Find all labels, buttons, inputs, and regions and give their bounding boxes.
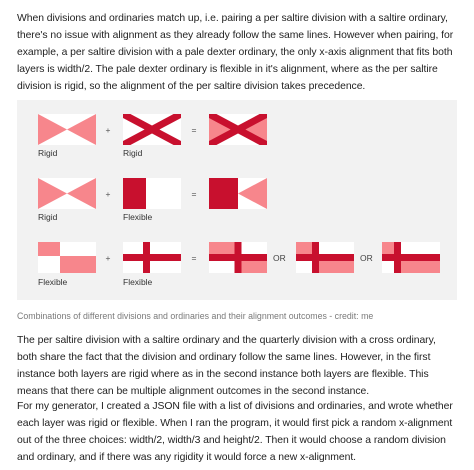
row1-division-label: Rigid — [38, 148, 58, 158]
row2-division-label: Rigid — [38, 212, 58, 222]
pale-dexter-result-flag — [209, 178, 267, 209]
plus-operator: + — [105, 253, 111, 263]
figure-caption: Combinations of different divisions and ordinaries and their alignment outcomes - credit: me — [17, 311, 374, 321]
equals-operator: = — [191, 189, 197, 199]
cross-result-flag-2 — [296, 242, 354, 273]
row3-division-label: Flexible — [38, 277, 68, 287]
row2-ordinary-label: Flexible — [123, 212, 153, 222]
pale-dexter-ordinary-flag — [123, 178, 181, 209]
or-separator: OR — [360, 253, 373, 263]
plus-operator: + — [105, 125, 111, 135]
cross-result-flag-1 — [209, 242, 267, 273]
paragraph-generator: For my generator, I created a JSON file with a list of divisions and ordinaries, and wrote whether each layer was rigid or flexible. When I ran the program, it would first pick a random x-alignment out of the three choices: width/2, width/3 and height/2. Then it would choose a random division and ordinary, and if there was any rigidity it would force a new x-alignment. — [17, 401, 453, 463]
saltire-ordinary-flag — [123, 114, 181, 145]
equals-operator: = — [191, 253, 197, 263]
row3-ordinary-label: Flexible — [123, 277, 153, 287]
equals-operator: = — [191, 125, 197, 135]
per-saltire-division-flag — [38, 178, 96, 209]
or-separator: OR — [273, 253, 286, 263]
saltire-result-flag — [209, 114, 267, 145]
alignment-figure — [17, 100, 457, 300]
quarterly-division-flag — [38, 242, 96, 273]
per-saltire-division-flag — [38, 114, 96, 145]
paragraph-intro: When divisions and ordinaries match up, i.e. pairing a per saltire division with a saltire ordinary, there's no issue with alignment as they already follow the same lines. However when pairing, for example, a per saltire division with a pale dexter ordinary, the only x-axis alignment that fits both layers is width/2. The pale dexter ordinary is flexible in it's alignment, where as the per saltire division is rigid, so the alignment of the per saltire division takes precedence. — [17, 13, 454, 92]
paragraph-saltire-cross: The per saltire division with a saltire ordinary and the quarterly division with a cross ordinary, both share the fact that the division and ordinary follow the same lines. However, in the first instance both layers are rigid where as in the second instance both layers are flexible. This means that there can be multiple alignment outcomes in the second instance. — [17, 335, 436, 397]
cross-ordinary-flag — [123, 242, 181, 273]
cross-result-flag-3 — [382, 242, 440, 273]
row1-ordinary-label: Rigid — [123, 148, 143, 158]
plus-operator: + — [105, 189, 111, 199]
